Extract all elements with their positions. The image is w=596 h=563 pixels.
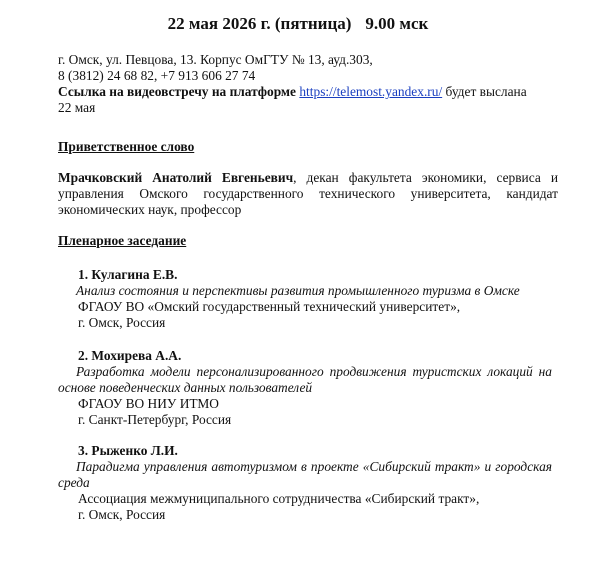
- page-title: [0, 14, 596, 34]
- event-time: 9.00 мск: [365, 14, 429, 33]
- speaker-city: г. Омск, Россия: [78, 315, 166, 330]
- meeting-link-label: Ссылка на видеовстречу на платформе: [58, 84, 296, 99]
- greeting-heading: Приветственное слово: [58, 139, 195, 154]
- venue-block: [58, 52, 558, 116]
- meeting-link[interactable]: https://telemost.yandex.ru/: [299, 84, 443, 99]
- greeting-speaker-desc: , декан факультета экономики, сервиса и управления Омского государственного технического университета, кандидат экономических наук, профессор: [58, 170, 558, 217]
- speaker-city: г. Омск, Россия: [78, 507, 166, 522]
- event-date: 22 мая 2026 г. (пятница): [167, 14, 352, 33]
- meeting-link-line: [58, 84, 558, 100]
- plenary-heading: Пленарное заседание: [58, 233, 187, 248]
- speaker-name: 2. Мохирева А.А.: [78, 348, 182, 363]
- venue-address: г. Омск, ул. Певцова, 13. Корпус ОмГТУ № 13, ауд.303,: [58, 52, 373, 67]
- speaker-item: [58, 267, 552, 331]
- greeting-text: [58, 170, 558, 218]
- speaker-city: г. Санкт-Петербург, Россия: [78, 412, 232, 427]
- speaker-topic: Парадигма управления автотуризмом в проекте «Сибирский тракт» и городская среда: [58, 459, 552, 490]
- speaker-name: 3. Рыженко Л.И.: [78, 443, 178, 458]
- speaker-item: [58, 348, 552, 428]
- venue-phones: 8 (3812) 24 68 82, +7 913 606 27 74: [58, 68, 256, 83]
- meeting-link-date: 22 мая: [58, 100, 96, 115]
- greeting-speaker-name: Мрачковский Анатолий Евгеньевич: [58, 170, 294, 185]
- speaker-org: Ассоциация межмуниципального сотрудничества «Сибирский тракт»,: [78, 491, 480, 506]
- speaker-name: 1. Кулагина Е.В.: [78, 267, 178, 282]
- speaker-item: [58, 443, 552, 523]
- meeting-link-note: будет выслана: [445, 84, 527, 99]
- speaker-topic: Разработка модели персонализированного продвижения туристских локаций на основе поведенческих данных пользователей: [58, 364, 552, 395]
- speaker-org: ФГАОУ ВО «Омский государственный технический университет»,: [78, 299, 461, 314]
- speaker-org: ФГАОУ ВО НИУ ИТМО: [78, 396, 219, 411]
- speaker-topic: Анализ состояния и перспективы развития промышленного туризма в Омске: [76, 283, 520, 298]
